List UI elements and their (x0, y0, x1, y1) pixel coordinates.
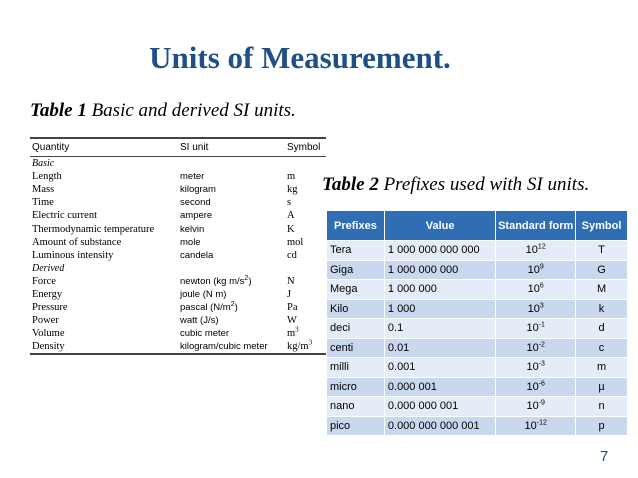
standard-form-cell (496, 280, 576, 300)
table2-caption-text: Prefixes used with SI units. (378, 174, 590, 195)
quantity-cell: Power (32, 315, 59, 327)
table-row (30, 222, 326, 235)
table-row (327, 338, 628, 358)
table1-caption-text: Basic and derived SI units. (86, 100, 296, 121)
table1-caption (30, 100, 296, 122)
unit-text: cubic meter (180, 328, 230, 340)
table-row (30, 301, 326, 314)
symbol-cell: M (576, 280, 628, 300)
table-row (30, 249, 326, 262)
table-row (327, 241, 628, 261)
unit-text: pascal (N/m (180, 302, 231, 314)
unit-exponent: 2 (244, 274, 249, 282)
symbol-cell (287, 184, 326, 195)
symbol-text: cd (287, 249, 297, 261)
standard-form-exponent: 3 (539, 302, 544, 310)
prefix-cell: micro (327, 377, 385, 397)
quantity-cell: Mass (32, 184, 55, 196)
quantity-cell: Volume (32, 328, 65, 340)
value-cell: 0.1 (384, 319, 495, 339)
symbol-cell: G (576, 260, 628, 280)
standard-form-base: 10 (526, 341, 539, 354)
standard-form-base: 10 (527, 302, 540, 315)
header-symbol: Symbol (576, 211, 628, 241)
si-prefixes-table-body (327, 241, 628, 436)
quantity-cell: Luminous intensity (32, 249, 114, 261)
symbol-cell: µ (576, 377, 628, 397)
symbol-cell (287, 315, 326, 326)
symbol-cell: d (576, 319, 628, 339)
symbol-cell (287, 338, 326, 353)
unit-tail: ) (234, 302, 238, 314)
symbol-cell (287, 197, 326, 208)
section-derived (30, 262, 326, 275)
unit-text: kilogram (180, 184, 216, 196)
prefix-cell: Mega (327, 280, 385, 300)
symbol-text: N (287, 275, 295, 287)
symbol-text: mol (287, 236, 304, 248)
table-row (30, 196, 326, 209)
section-derived-label: Derived (32, 262, 65, 274)
unit-cell (180, 237, 287, 248)
header-standard-form: Standard form (496, 211, 576, 241)
prefix-cell: Tera (327, 241, 385, 261)
unit-text: second (180, 197, 211, 209)
unit-text: joule (N m) (180, 288, 227, 300)
quantity-cell: Energy (32, 288, 63, 300)
standard-form-exponent: -6 (538, 380, 545, 388)
standard-form-cell (496, 397, 576, 417)
table-row (327, 299, 628, 319)
basic-units-list (30, 170, 326, 262)
standard-form-base: 10 (527, 263, 540, 276)
unit-cell (180, 289, 287, 300)
unit-cell (180, 276, 287, 287)
quantity-cell: Density (32, 341, 65, 353)
quantity-cell: Amount of substance (32, 236, 122, 248)
standard-form-cell (496, 260, 576, 280)
standard-form-base: 10 (525, 244, 538, 257)
table-row (327, 358, 628, 378)
unit-text: newton (kg m/s (180, 275, 245, 287)
section-basic-label: Basic (32, 158, 55, 170)
table-row (327, 377, 628, 397)
symbol-exponent: 3 (308, 338, 313, 347)
standard-form-cell (496, 241, 576, 261)
standard-form-cell (496, 299, 576, 319)
value-cell: 1 000 000 000 000 (384, 241, 495, 261)
standard-form-exponent: -3 (538, 360, 545, 368)
symbol-cell: p (576, 416, 628, 436)
unit-cell (180, 250, 287, 261)
table-row (30, 170, 326, 183)
header-prefixes: Prefixes (327, 211, 385, 241)
quantity-cell: Time (32, 197, 54, 209)
symbol-text: kg/m (287, 341, 309, 353)
table-row (30, 236, 326, 249)
header-quantity: Quantity (32, 142, 70, 153)
unit-cell (180, 224, 287, 235)
standard-form-cell (496, 377, 576, 397)
symbol-cell (287, 210, 326, 221)
standard-form-cell (496, 416, 576, 436)
standard-form-cell (496, 338, 576, 358)
unit-text: ampere (180, 210, 213, 222)
value-cell: 0.000 000 000 001 (384, 416, 495, 436)
standard-form-exponent: -2 (538, 341, 545, 349)
unit-text: watt (J/s) (180, 315, 219, 327)
value-cell: 1 000 000 000 (384, 260, 495, 280)
standard-form-cell (496, 358, 576, 378)
header-si-unit: SI unit (180, 142, 209, 153)
standard-form-base: 10 (526, 400, 539, 413)
table-row (30, 288, 326, 301)
prefix-cell: deci (327, 319, 385, 339)
symbol-text: s (287, 197, 292, 209)
table-row (30, 183, 326, 196)
si-prefixes-table (326, 210, 628, 436)
unit-cell (180, 302, 287, 313)
symbol-cell (287, 289, 326, 300)
table2-caption-label: Table 2 (322, 174, 379, 195)
standard-form-exponent: -9 (538, 399, 545, 407)
quantity-cell: Pressure (32, 302, 68, 314)
symbol-cell (287, 302, 326, 313)
unit-text: candela (180, 249, 214, 261)
standard-form-exponent: 9 (539, 263, 544, 271)
standard-form-exponent: -12 (536, 419, 547, 427)
symbol-cell (287, 325, 326, 340)
prefix-cell: pico (327, 416, 385, 436)
prefix-cell: Giga (327, 260, 385, 280)
table-row (30, 327, 326, 340)
header-symbol: Symbol (287, 142, 321, 153)
header-value: Value (384, 211, 495, 241)
standard-form-exponent: -1 (538, 321, 545, 329)
prefix-cell: milli (327, 358, 385, 378)
table-row (30, 314, 326, 327)
symbol-text: Pa (287, 302, 298, 314)
unit-text: meter (180, 171, 205, 183)
si-prefixes-table-header (327, 211, 628, 241)
unit-text: kilogram/cubic meter (180, 341, 268, 353)
table-row (327, 319, 628, 339)
value-cell: 1 000 (384, 299, 495, 319)
symbol-text: J (287, 288, 292, 300)
table-row (30, 275, 326, 288)
symbol-text: A (287, 210, 295, 222)
unit-cell (180, 210, 287, 221)
si-units-table (30, 137, 326, 355)
value-cell: 0.01 (384, 338, 495, 358)
derived-units-list (30, 275, 326, 354)
table2-caption (322, 174, 589, 196)
unit-tail: ) (248, 275, 252, 287)
prefix-cell: Kilo (327, 299, 385, 319)
symbol-cell (287, 276, 326, 287)
unit-cell (180, 315, 287, 326)
table-row (327, 397, 628, 417)
unit-cell (180, 328, 287, 339)
unit-cell (180, 341, 287, 352)
section-basic (30, 157, 326, 170)
standard-form-base: 10 (526, 361, 539, 374)
standard-form-base: 10 (527, 283, 540, 296)
symbol-text: m (287, 328, 296, 340)
standard-form-exponent: 6 (539, 282, 544, 290)
symbol-cell: k (576, 299, 628, 319)
table-row (327, 260, 628, 280)
value-cell: 0.000 001 (384, 377, 495, 397)
standard-form-base: 10 (526, 380, 539, 393)
si-units-table-header (30, 139, 326, 157)
symbol-text: m (287, 171, 296, 183)
value-cell: 0.001 (384, 358, 495, 378)
unit-cell (180, 184, 287, 195)
value-cell: 1 000 000 (384, 280, 495, 300)
standard-form-cell (496, 319, 576, 339)
standard-form-base: 10 (524, 419, 537, 432)
symbol-cell: T (576, 241, 628, 261)
quantity-cell: Electric current (32, 210, 97, 222)
standard-form-exponent: 12 (537, 243, 546, 251)
symbol-cell (287, 237, 326, 248)
table-row (30, 340, 326, 353)
unit-text: kelvin (180, 223, 205, 235)
prefix-cell: nano (327, 397, 385, 417)
table-row (327, 280, 628, 300)
unit-cell (180, 197, 287, 208)
symbol-cell: m (576, 358, 628, 378)
symbol-text: K (287, 223, 295, 235)
slide-title: Units of Measurement. (149, 40, 451, 75)
symbol-text: kg (287, 184, 298, 196)
symbol-text: W (287, 315, 297, 327)
quantity-cell: Force (32, 275, 56, 287)
table1-caption-label: Table 1 (30, 100, 87, 121)
symbol-cell (287, 171, 326, 182)
quantity-cell: Thermodynamic temperature (32, 223, 155, 235)
unit-cell (180, 171, 287, 182)
symbol-exponent: 3 (295, 325, 299, 334)
table-row (327, 416, 628, 436)
table-row (30, 209, 326, 222)
symbol-cell (287, 250, 326, 261)
symbol-cell: n (576, 397, 628, 417)
prefix-cell: centi (327, 338, 385, 358)
symbol-cell (287, 224, 326, 235)
standard-form-base: 10 (526, 322, 539, 335)
quantity-cell: Length (32, 171, 62, 183)
value-cell: 0.000 000 001 (384, 397, 495, 417)
unit-exponent: 2 (230, 300, 235, 308)
unit-text: mole (180, 236, 201, 248)
symbol-cell: c (576, 338, 628, 358)
page-number: 7 (600, 448, 609, 465)
